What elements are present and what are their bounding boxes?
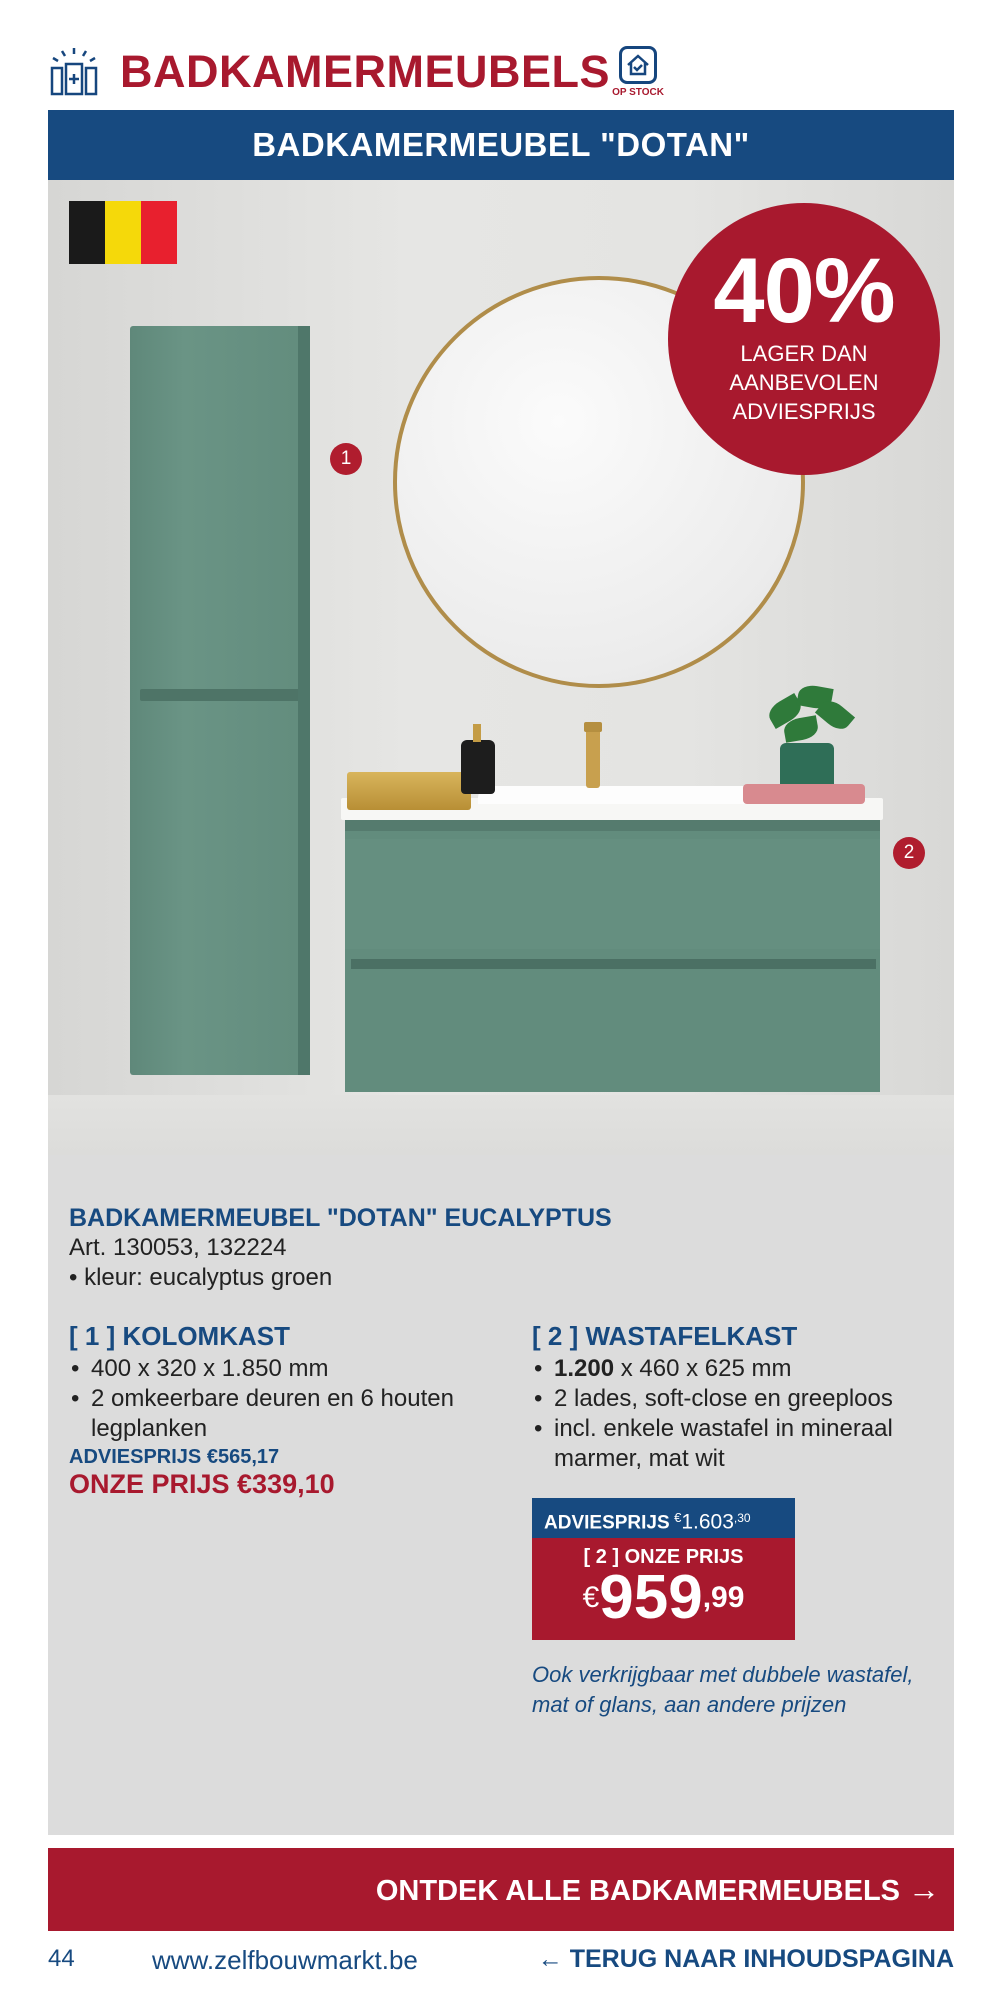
- marker-1: 1: [330, 443, 362, 475]
- gold-tray: [347, 772, 471, 810]
- arrow-left-icon: ←: [537, 1945, 563, 1973]
- towel: [743, 784, 865, 804]
- list-item: • incl. enkele wastafel in mineraal marmer, mat wit: [532, 1414, 952, 1474]
- product-name: BADKAMERMEUBEL "DOTAN" EUCALYPTUS: [69, 1204, 612, 1232]
- discount-percent: 40%: [713, 240, 895, 342]
- basin: [478, 786, 778, 804]
- kolomkast-section: [69, 1321, 509, 1500]
- soap-dispenser: [461, 740, 495, 794]
- flag-stripe-red: [141, 201, 177, 264]
- discover-all-button[interactable]: [48, 1848, 954, 1931]
- cta-label: ONTDEK ALLE BADKAMERMEUBELS: [375, 1875, 900, 1907]
- list-item: • 2 lades, soft-close en greeploos: [532, 1384, 952, 1414]
- flag-stripe-yellow: [105, 201, 141, 264]
- list-item: • 2 omkeerbare deuren en 6 houten legplanken: [69, 1384, 509, 1444]
- plant: [748, 680, 868, 750]
- house-check-icon: [619, 46, 657, 84]
- belgian-flag: [69, 201, 177, 264]
- advies-price: ADVIESPRIJS $^€1.603^{,30}$: [532, 1498, 795, 1538]
- arrow-right-icon: →: [908, 1871, 940, 1907]
- back-to-contents-link[interactable]: ← TERUG NAAR INHOUDSPAGINA: [537, 1945, 954, 1973]
- kolomkast-our-price: ONZE PRIJS €339,10: [69, 1469, 335, 1499]
- list-item: • 400 x 320 x 1.850 mm: [69, 1354, 509, 1384]
- wastafelkast-title: [ 2 ] WASTAFELKAST: [532, 1321, 798, 1351]
- discount-line: LAGER DAN: [740, 341, 868, 366]
- wastafelkast-section: [532, 1321, 952, 1474]
- kolomkast-title: [ 1 ] KOLOMKAST: [69, 1321, 290, 1351]
- availability-note: Ook verkrijgbaar met dubbele wastafel, mat of glans, aan andere prijzen: [532, 1662, 914, 1717]
- product-title-bar: BADKAMERMEUBEL "DOTAN": [48, 110, 954, 180]
- page-title: BADKAMERMEUBELS: [120, 46, 610, 97]
- column-cabinet: [130, 326, 310, 1075]
- product-color: • kleur: eucalyptus groen: [69, 1264, 333, 1291]
- wastafelkast-specs: [532, 1354, 952, 1474]
- website-link[interactable]: www.zelfbouwmarkt.be: [152, 1945, 418, 1975]
- discount-line: AANBEVOLEN: [729, 370, 879, 395]
- kolomkast-advies-price: ADVIESPRIJS €565,17: [69, 1446, 280, 1468]
- store-icon: [48, 46, 100, 98]
- vanity-cabinet: [345, 819, 880, 1092]
- article-number: Art. 130053, 132224: [69, 1234, 287, 1261]
- discount-badge: [668, 203, 940, 475]
- kolomkast-specs: [69, 1354, 509, 1444]
- flag-stripe-black: [69, 201, 105, 264]
- page-number: 44: [48, 1945, 75, 1972]
- stock-label: OP STOCK: [612, 87, 664, 98]
- marker-2: 2: [893, 837, 925, 869]
- discount-line: ADVIESPRIJS: [732, 399, 876, 424]
- our-price: [ 2 ] ONZE PRIJS €959,99: [532, 1538, 795, 1640]
- page-header: [48, 40, 688, 110]
- product-info: [48, 1155, 954, 1835]
- list-item: • 1.200 x 460 x 625 mm: [532, 1354, 952, 1384]
- stock-badge: [611, 46, 665, 106]
- price-tag: [532, 1498, 795, 1640]
- footer: [48, 1940, 954, 1980]
- product-photo: [48, 180, 954, 1155]
- faucet: [586, 728, 600, 788]
